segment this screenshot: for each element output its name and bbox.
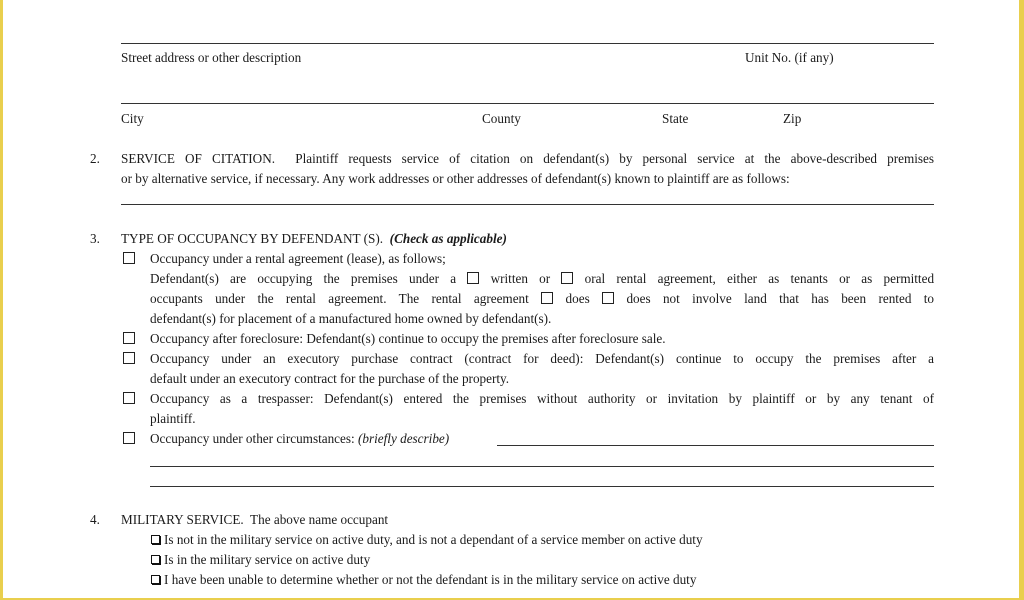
military-option-2-checkbox[interactable] bbox=[151, 555, 160, 564]
section-3-number: 3. bbox=[90, 231, 100, 246]
section-4-intro: The above name occupant bbox=[250, 512, 389, 527]
military-option-3-checkbox[interactable] bbox=[151, 575, 160, 584]
rental-line-4: defendant(s) for placement of a manufactured home owned by defendant(s). bbox=[150, 311, 552, 326]
city-county-state-zip-line[interactable] bbox=[121, 103, 934, 104]
military-option-2 bbox=[151, 552, 370, 568]
street-address-line[interactable] bbox=[121, 43, 934, 44]
military-option-2-text: Is in the military service on active duty bbox=[164, 552, 371, 567]
other-circumstances-checkbox[interactable] bbox=[123, 432, 135, 444]
rental-line-1: Occupancy under a rental agreement (lease), as follows; bbox=[150, 251, 446, 266]
county-label: County bbox=[482, 111, 521, 126]
military-option-1-text: Is not in the military service on active duty, and is not a dependant of a service member on active duty bbox=[164, 532, 703, 547]
trespasser-checkbox[interactable] bbox=[123, 392, 135, 404]
oral-agreement-checkbox[interactable] bbox=[561, 272, 573, 284]
executory-line-2: default under an executory contract for the purchase of the property. bbox=[150, 371, 510, 386]
rental-agreement-checkbox[interactable] bbox=[123, 252, 135, 264]
other-describe-line-3[interactable] bbox=[150, 486, 934, 487]
executory-line-1: Occupancy under an executory purchase contract (contract for deed): Defendant(s) continue to occupy the premises after a bbox=[150, 351, 934, 366]
trespasser-line-2: plaintiff. bbox=[150, 411, 196, 426]
rental-line-3-c: does bbox=[565, 291, 590, 306]
section-2-number: 2. bbox=[90, 151, 100, 166]
other-label: Occupancy under other circumstances: bbox=[150, 431, 355, 446]
section-2-line-2: or by alternative service, if necessary. Any work addresses or other addresses of defendant(s) known to plaintiff are as follows: bbox=[121, 171, 790, 186]
rental-line-3-d: does not involve land that has been rented to bbox=[626, 291, 935, 306]
form-page bbox=[3, 0, 1019, 598]
section-4-heading: MILITARY SERVICE. bbox=[121, 512, 244, 527]
other-describe-line-2[interactable] bbox=[150, 466, 934, 467]
trespasser-line-1: Occupancy as a trespasser: Defendant(s) entered the premises without authority or invitation by plaintiff or by any tenant of bbox=[150, 391, 934, 406]
section-3-heading: TYPE OF OCCUPANCY BY DEFENDANT (S). bbox=[121, 231, 384, 246]
military-option-1 bbox=[151, 532, 703, 548]
section-4-title bbox=[121, 512, 388, 528]
rental-line-3-a: occupants under the rental agreement. bbox=[150, 291, 387, 306]
military-option-1-checkbox[interactable] bbox=[151, 535, 160, 544]
does-involve-checkbox[interactable] bbox=[541, 292, 553, 304]
rental-line-3 bbox=[150, 291, 934, 307]
section-2-text-1: Plaintiff requests service of citation on defendant(s) by personal service at the above-described premises bbox=[295, 151, 935, 166]
unit-number-label: Unit No. (if any) bbox=[745, 50, 834, 65]
other-note: (briefly describe) bbox=[357, 431, 450, 446]
street-address-label: Street address or other description bbox=[121, 50, 302, 65]
executory-contract-checkbox[interactable] bbox=[123, 352, 135, 364]
military-option-3-text: I have been unable to determine whether or not the defendant is in the military service on active duty bbox=[164, 572, 697, 587]
foreclosure-checkbox[interactable] bbox=[123, 332, 135, 344]
rental-line-2 bbox=[150, 271, 934, 287]
section-2-line-1 bbox=[121, 151, 934, 167]
rental-line-2-c: oral rental agreement, either as tenants or as permitted bbox=[584, 271, 935, 286]
city-label: City bbox=[121, 111, 144, 126]
written-agreement-checkbox[interactable] bbox=[467, 272, 479, 284]
section-3-heading-note: (Check as applicable) bbox=[389, 231, 507, 246]
work-address-line[interactable] bbox=[121, 204, 934, 205]
foreclosure-text: Occupancy after foreclosure: Defendant(s) continue to occupy the premises after foreclosure sale. bbox=[150, 331, 666, 346]
zip-label: Zip bbox=[783, 111, 802, 126]
rental-line-2-a: Defendant(s) are occupying the premises under a bbox=[150, 271, 457, 286]
state-label: State bbox=[662, 111, 689, 126]
rental-line-3-b: The rental agreement bbox=[398, 291, 529, 306]
section-4-number: 4. bbox=[90, 512, 100, 527]
military-option-3 bbox=[151, 572, 696, 588]
other-circumstances-label bbox=[150, 431, 449, 447]
section-2-heading: SERVICE OF CITATION. bbox=[121, 151, 276, 166]
does-not-involve-checkbox[interactable] bbox=[602, 292, 614, 304]
other-describe-line-1[interactable] bbox=[497, 445, 934, 446]
section-3-title bbox=[121, 231, 507, 247]
rental-line-2-b: written or bbox=[490, 271, 551, 286]
